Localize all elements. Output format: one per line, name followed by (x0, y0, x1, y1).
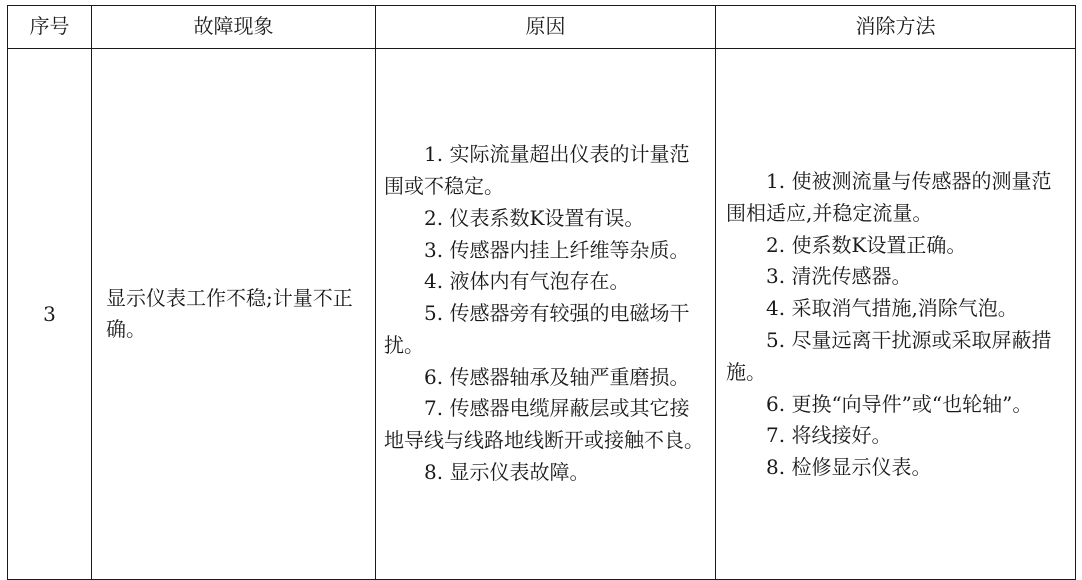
remedy-item: 7. 将线接好。 (766, 423, 892, 448)
remedy-item: 6. 更换“向导件”或“也轮轴”。 (766, 391, 1033, 416)
cell-symptom: 显示仪表工作不稳;计量不正确。 (92, 49, 376, 580)
cell-remedies (716, 49, 1076, 580)
cause-item: 8. 显示仪表故障。 (424, 460, 590, 485)
header-cause: 原因 (376, 6, 716, 49)
header-seq: 序号 (8, 6, 92, 49)
cause-item: 7. 传感器电缆屏蔽层或其它接地导线与线路地线断开或接触不良。 (384, 396, 704, 453)
cell-seq: 3 (8, 49, 92, 580)
cause-item: 1. 实际流量超出仪表的计量范围或不稳定。 (384, 142, 690, 198)
remedy-item: 3. 清洗传感器。 (766, 264, 912, 289)
cause-item: 4. 液体内有气泡存在。 (424, 269, 630, 294)
cause-item: 3. 传感器内挂上纤维等杂质。 (424, 237, 690, 262)
header-symptom: 故障现象 (92, 6, 376, 49)
remedy-item: 1. 使被测流量与传感器的测量范围相适应,并稳定流量。 (726, 169, 1052, 225)
cause-item: 6. 传感器轴承及轴严重磨损。 (424, 364, 690, 389)
remedy-item: 2. 使系数K设置正确。 (766, 232, 967, 257)
cell-causes (376, 49, 716, 580)
remedy-item: 4. 采取消气措施,消除气泡。 (766, 296, 1018, 321)
cause-item: 5. 传感器旁有较强的电磁场干扰。 (384, 301, 690, 357)
header-remedy: 消除方法 (716, 6, 1076, 49)
remedy-item: 5. 尽量远离干扰源或采取屏蔽措施。 (726, 328, 1052, 384)
cause-item: 2. 仪表系数K设置有误。 (424, 205, 645, 230)
remedy-item: 8. 检修显示仪表。 (766, 455, 932, 480)
header-row (8, 6, 1076, 49)
fault-table (7, 5, 1076, 580)
table-row (8, 49, 1076, 580)
